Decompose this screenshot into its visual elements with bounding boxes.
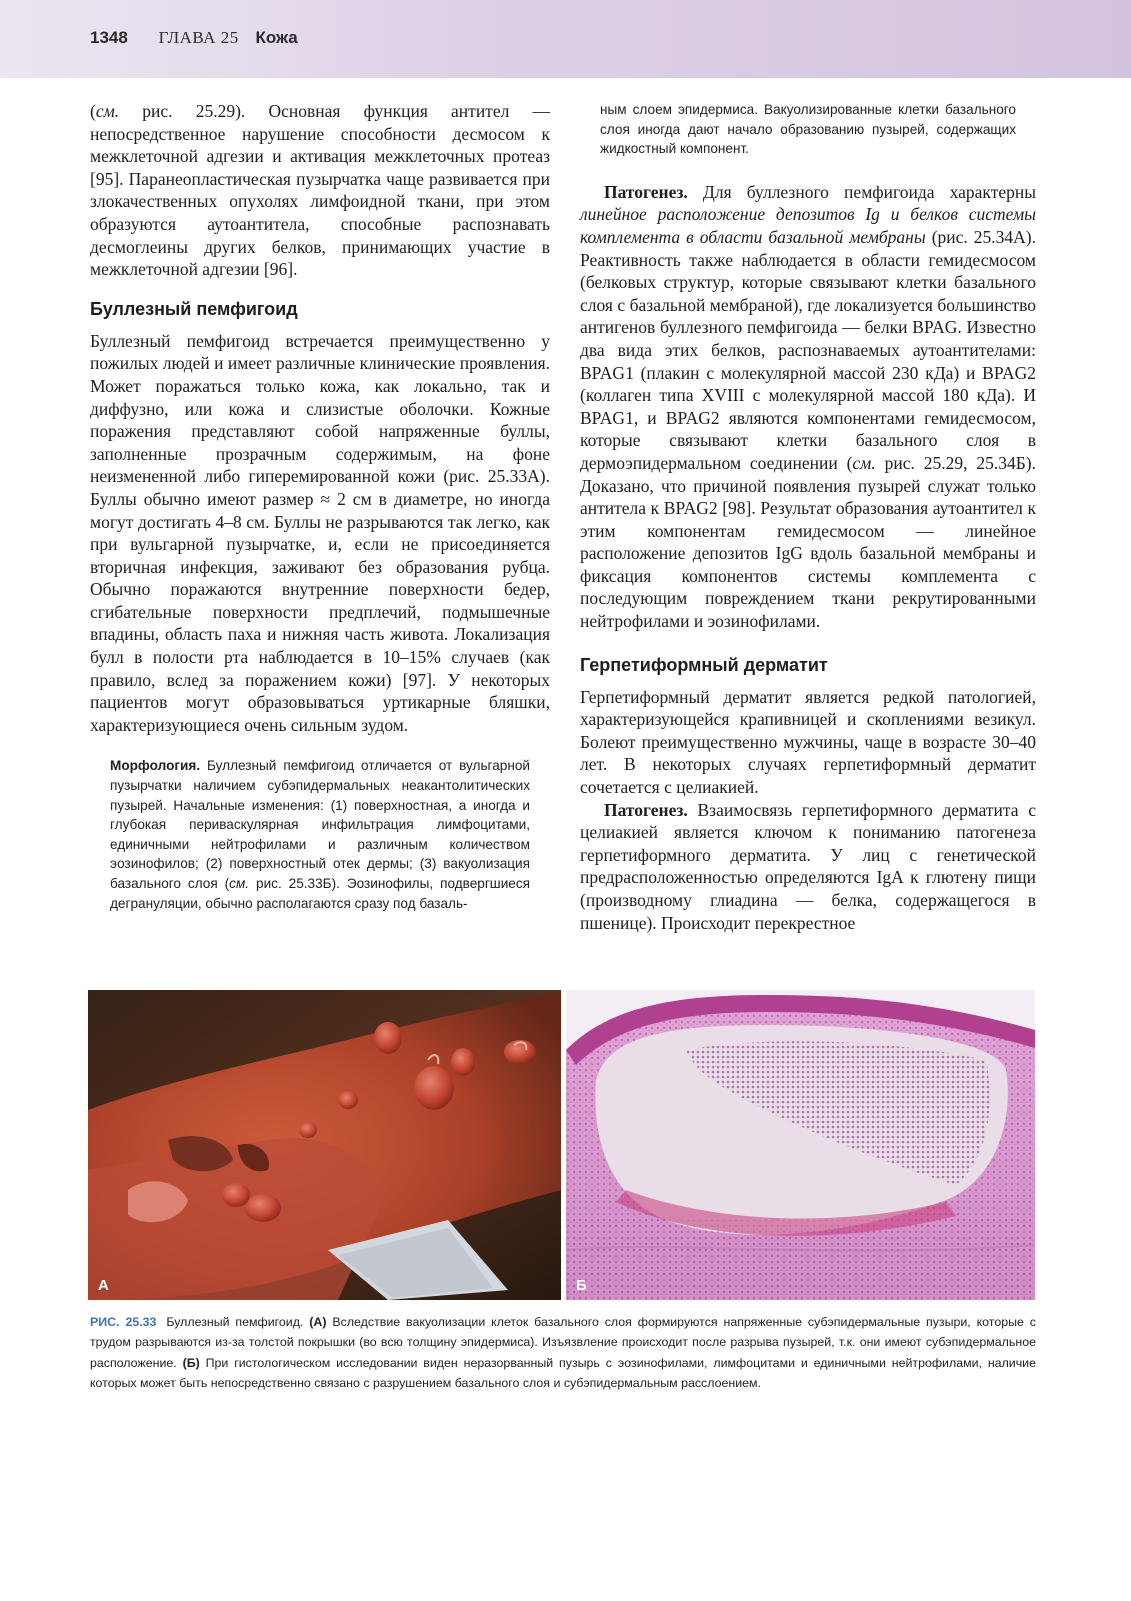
ref-italic: см. bbox=[95, 101, 120, 121]
paragraph-dermatitis-herpetiformis: Герпетиформный дерматит является редкой патологией, характеризующейся крапивницей и скоплениями везикул. Болеют преимущественно мужчины, чаще в возрасте 30–40 лет. В некоторых случаях герпетиформный дерматит сочетается с целиакией. bbox=[580, 686, 1036, 798]
histology-image bbox=[566, 990, 1035, 1300]
figure-caption: РИС. 25.33 Буллезный пемфигоид. (А) Вследствие вакуолизации клеток базального слоя формируются напряженные субэпидермальные пузыри, которые с трудом разрываются из-за толстой покрышки (во всю толщину эпидермиса). Изъязвление происходит после разрыва пузырей, т.к. они имеют субэпидермальное расположение. (Б) При гистологическом исследовании виден неразорванный пузырь с эозинофилами, лимфоцитами и единичными нейтрофилами, наличие которых может быть непосредственно связано с разрушением базального слоя и субэпидермальным расслоением. bbox=[90, 1315, 1036, 1390]
figure-label-b: Б bbox=[576, 1277, 587, 1294]
morphology-lead: Морфология. bbox=[110, 758, 201, 774]
morphology-box: Морфология. Буллезный пемфигоид отличается от вульгарной пузырчатки наличием субэпидермальных неакантолитических пузырей. Начальные изменения: (1) поверхностная, а иногда и глубокая периваскулярная инфильтрация лимфоцитами, единичными нейтрофилами и различным количеством эозинофилов; (2) поверхностный отек дермы; (3) вакуолизация базального слоя (см. рис. 25.33Б). Эозинофилы, подвергшиеся дегрануляции, обычно располагаются сразу под базаль- bbox=[110, 758, 531, 911]
morphology-box-continued: ным слоем эпидермиса. Вакуолизированные клетки базального слоя иногда дают начало образованию пузырей, содержащих жидкостный компонент. bbox=[600, 102, 1016, 157]
clinical-photo-image bbox=[88, 990, 561, 1300]
heading-bullous-pemphigoid: Буллезный пемфигоид bbox=[90, 298, 298, 319]
running-header bbox=[90, 28, 298, 54]
page-number: 1348 bbox=[90, 28, 128, 47]
chapter-label: ГЛАВА 25 bbox=[158, 28, 239, 47]
caption-number: РИС. 25.33 bbox=[90, 1315, 157, 1329]
paragraph-antibodies: (см. рис. 25.29). Основная функция антител — непосредственное нарушение способности десмосом к межклеточной адгезии и активация межклеточных протеаз [95]. Паранеопластическая пузырчатка чаще развивается при злокачественных опухолях лимфоидной ткани, при этом образуются аутоантитела, способные распознавать десмоглеины других белков, принимающих участие в межклеточной адгезии [96]. bbox=[90, 101, 550, 280]
figure-label-a: А bbox=[98, 1277, 109, 1294]
paragraph-pathogenesis-dermatitis: Патогенез. Взаимосвязь герпетиформного дерматита с целиакией является ключом к пониманию патогенеза герпетиформного дерматита. У лиц с генетической предрасположенностью определяются IgA к глютену пищи (производному глиадина — белка, содержащегося в пшенице). Происходит перекрестное bbox=[580, 799, 1036, 933]
right-column bbox=[580, 100, 1036, 934]
paragraph-bullous-pemphigoid: Буллезный пемфигоид встречается преимущественно у пожилых людей и имеет различные клинические проявления. Может поражаться только кожа, как локально, так и диффузно, или кожа и слизистые оболочки. Кожные поражения представляют собой напряженные буллы, заполненные прозрачным содержимым, на фоне неизмененной либо гиперемированной кожи (рис. 25.33А). Буллы обычно имеют размер ≈ 2 см в диаметре, но иногда могут достигать 4–8 см. Буллы не разрываются так легко, как при вульгарной пузырчатке, и, если не присоединяется вторичная инфекция, заживают без образования рубца. Обычно поражаются внутренние поверхности бедер, сгибательные поверхности предплечий, подмышечные впадины, область паха и нижняя часть живота. Локализация булл в полости рта наблюдается в 10–15% случаев (как правило, вслед за поражением кожи) [97]. У некоторых пациентов могут образовываться уртикарные бляшки, характеризующиеся очень сильным зудом. bbox=[90, 330, 550, 735]
left-column bbox=[90, 100, 550, 913]
figure-histology-b bbox=[566, 990, 1035, 1300]
figure-photo-a bbox=[88, 990, 561, 1300]
heading-dermatitis-herpetiformis: Герпетиформный дерматит bbox=[580, 654, 828, 675]
paragraph-pathogenesis-pemphigoid: Патогенез. Для буллезного пемфигоида характерны линейное расположение депозитов Ig и белков системы комплемента в области базальной мембраны (рис. 25.34А). Реактивность также наблюдается в области гемидесмосом (белковых структур, которые связывают клетки базального слоя с базальной мембраной), где локализуется большинство антигенов буллезного пемфигоида — белки BPAG. Известно два вида этих белков, распознаваемых аутоантителами: BPAG1 (плакин с молекулярной массой 230 кДа) и BPAG2 (коллаген типа XVIII с молекулярной массой 180 кДа). И BPAG1, и BPAG2 являются компонентами гемидесмосом, которые связывают клетки базального слоя в дермоэпидермальном соединении (см. рис. 25.29, 25.34Б). Доказано, что причиной появления пузырей служат только антитела к BPAG2 [98]. Результат образования аутоантител к этим компонентам гемидесмосом — линейное расположение депозитов IgG вдоль базальной мембраны и фиксация компонентов системы комплемента с последующим повреждением ткани рекрутированными нейтрофилами и эозинофилами. bbox=[580, 181, 1036, 632]
section-label: Кожа bbox=[255, 28, 298, 47]
